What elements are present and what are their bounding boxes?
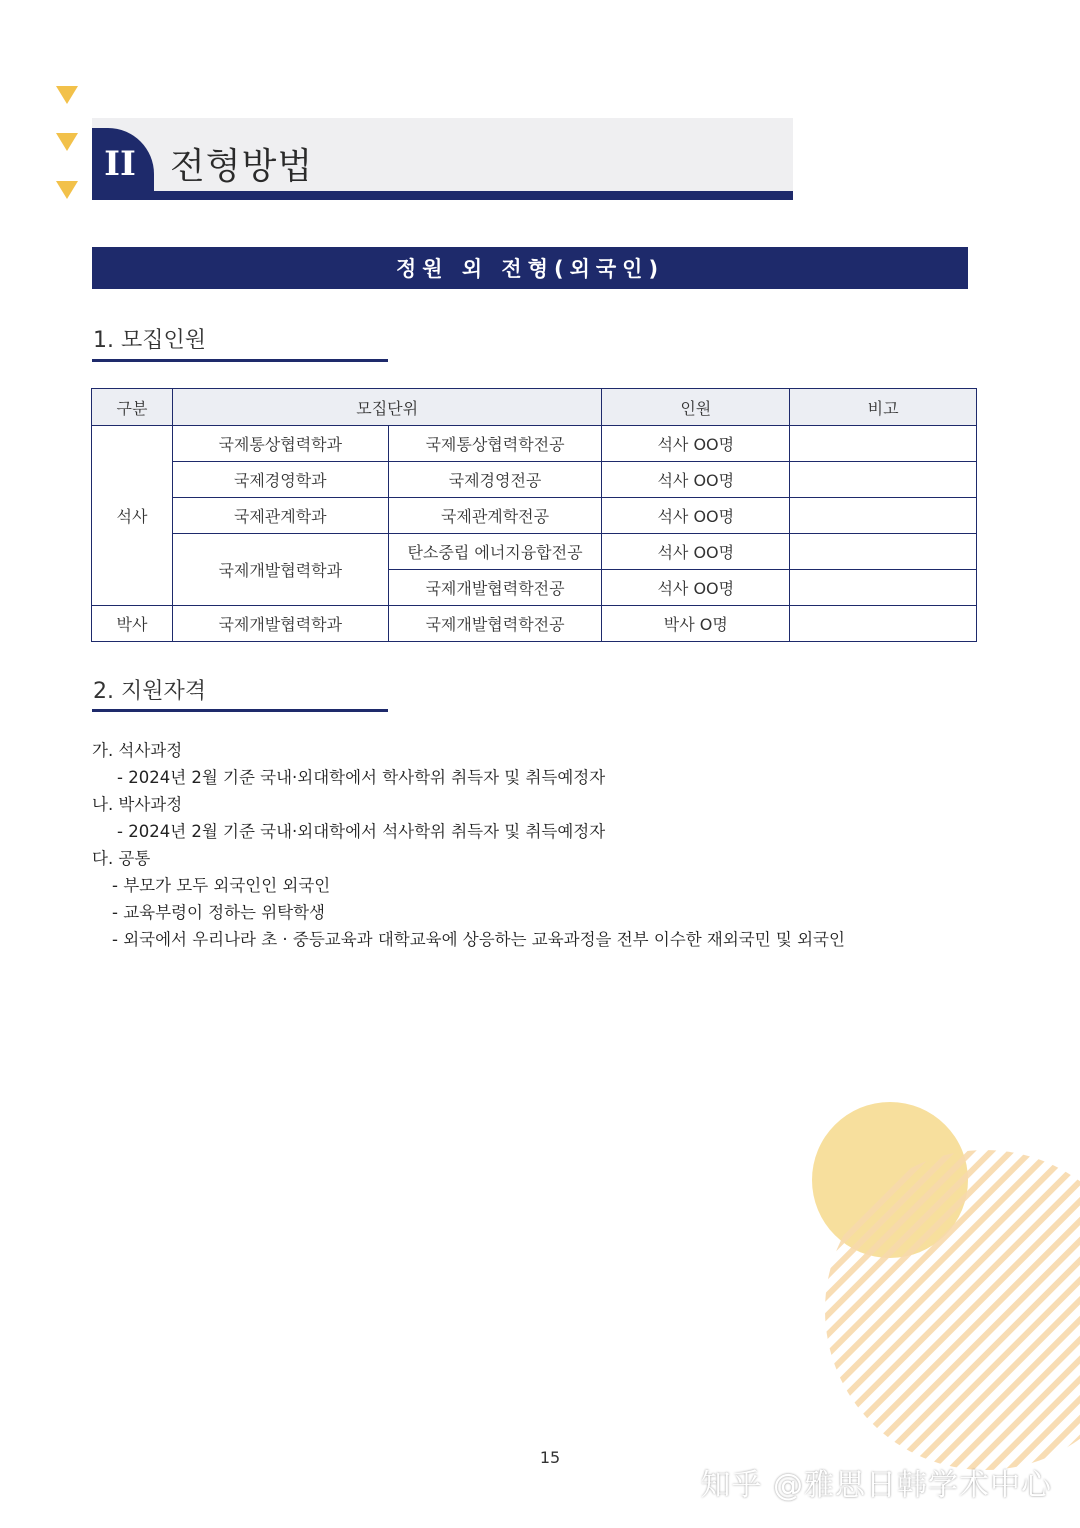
header-unit: 모집단위 (172, 389, 601, 426)
section-title: 전형방법 (170, 146, 314, 187)
major-cell: 국제개발협력학전공 (388, 570, 602, 606)
recruitment-heading: 1. 모집인원 (93, 328, 206, 353)
doctoral-title: 나. 박사과정 (92, 795, 183, 814)
common-item: - 외국에서 우리나라 초 · 중등교육과 대학교육에 상응하는 교육과정을 전부 이수한 재외국민 및 외국인 (112, 930, 845, 949)
major-cell: 국제개발협력학전공 (388, 606, 602, 642)
page-number: 15 (539, 1448, 561, 1467)
dept-cell: 국제개발협력학과 (172, 606, 388, 642)
major-cell: 국제경영전공 (388, 462, 602, 498)
header-count: 인원 (602, 389, 790, 426)
masters-title: 가. 석사과정 (92, 741, 183, 760)
common-title: 다. 공통 (92, 849, 151, 868)
section-numeral: II (92, 128, 154, 200)
common-item: - 교육부령이 정하는 위탁학생 (112, 903, 325, 922)
count-cell: 석사 OO명 (602, 570, 790, 606)
dept-cell: 국제개발협력학과 (172, 534, 388, 606)
dept-cell: 국제경영학과 (172, 462, 388, 498)
count-cell: 석사 OO명 (602, 426, 790, 462)
qualification-heading: 2. 지원자격 (93, 679, 206, 704)
dept-cell: 국제관계학과 (172, 498, 388, 534)
count-cell: 박사 O명 (602, 606, 790, 642)
masters-item: - 2024년 2월 기준 국내·외대학에서 학사학위 취득자 및 취득예정자 (117, 768, 606, 787)
header-note: 비고 (790, 389, 977, 426)
count-cell: 석사 OO명 (602, 534, 790, 570)
category-doctoral: 박사 (92, 606, 173, 642)
category-masters: 석사 (92, 426, 173, 606)
major-cell: 국제통상협력학전공 (388, 426, 602, 462)
major-cell: 국제관계학전공 (388, 498, 602, 534)
common-item: - 부모가 모두 외국인인 외국인 (112, 876, 331, 895)
count-cell: 석사 OO명 (602, 462, 790, 498)
doctoral-item: - 2024년 2월 기준 국내·외대학에서 석사학위 취득자 및 취득예정자 (117, 822, 606, 841)
major-cell: 탄소중립 에너지융합전공 (388, 534, 602, 570)
admission-type-banner: 정원 외 전형(외국인) (92, 247, 968, 289)
count-cell: 석사 OO명 (602, 498, 790, 534)
header-category: 구분 (92, 389, 173, 426)
watermark: 知乎 @雅思日韩学术中心 (700, 1468, 1052, 1503)
dept-cell: 국제통상협력학과 (172, 426, 388, 462)
